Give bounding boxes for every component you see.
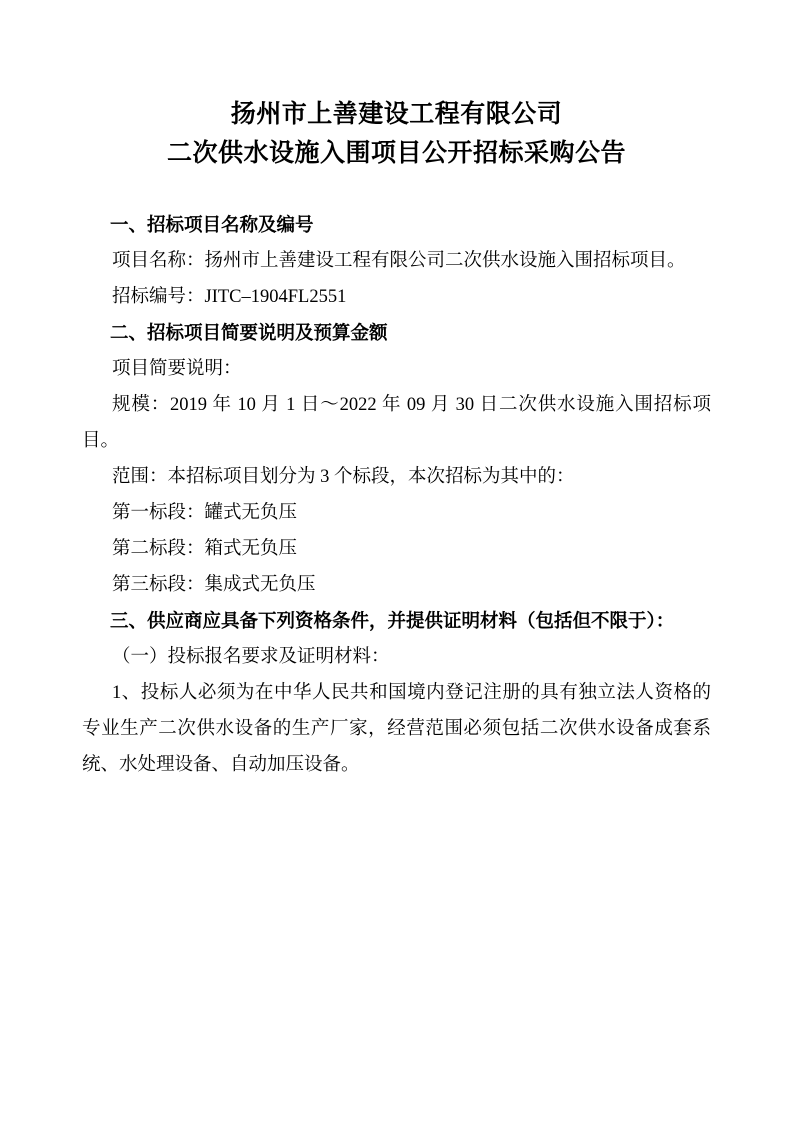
paragraph-requirement-1: 1、投标人必须为在中华人民共和国境内登记注册的具有独立法人资格的专业生产二次供水设备的生产厂家，经营范围必须包括二次供水设备成套系统、水处理设备、自动加压设备。 (82, 683, 711, 776)
paragraph-subsection-1: （一）投标报名要求及证明材料： (112, 647, 390, 668)
title-line-1: 扬州市上善建设工程有限公司 (230, 100, 563, 128)
document-body (82, 207, 711, 784)
section-heading-3: 三、供应商应具备下列资格条件，并提供证明材料（包括但不限于）： (110, 610, 675, 632)
title-line-2: 二次供水设施入围项目公开招标采购公告 (166, 138, 626, 167)
paragraph-brief-label: 项目简要说明： (112, 358, 242, 379)
paragraph-lot-3: 第三标段：集成式无负压 (112, 575, 316, 596)
paragraph-lot-1: 第一标段：罐式无负压 (112, 503, 298, 523)
document-title (82, 95, 711, 173)
paragraph-scale: 规模：2019 年 10 月 1 日～2022 年 09 月 30 日二次供水设施入围招标项目。 (82, 394, 711, 451)
paragraph-lot-2: 第二标段：箱式无负压 (112, 539, 298, 560)
section-heading-2: 二、招标项目简要说明及预算金额 (110, 321, 388, 343)
section-heading-1: 一、招标项目名称及编号 (110, 213, 314, 235)
paragraph-project-number: 招标编号：JITC–1904FL2551 (112, 286, 347, 307)
paragraph-scope: 范围：本招标项目划分为 3 个标段，本次招标为其中的： (112, 466, 575, 487)
paragraph-project-name: 项目名称：扬州市上善建设工程有限公司二次供水设施入围招标项目。 (112, 250, 686, 271)
